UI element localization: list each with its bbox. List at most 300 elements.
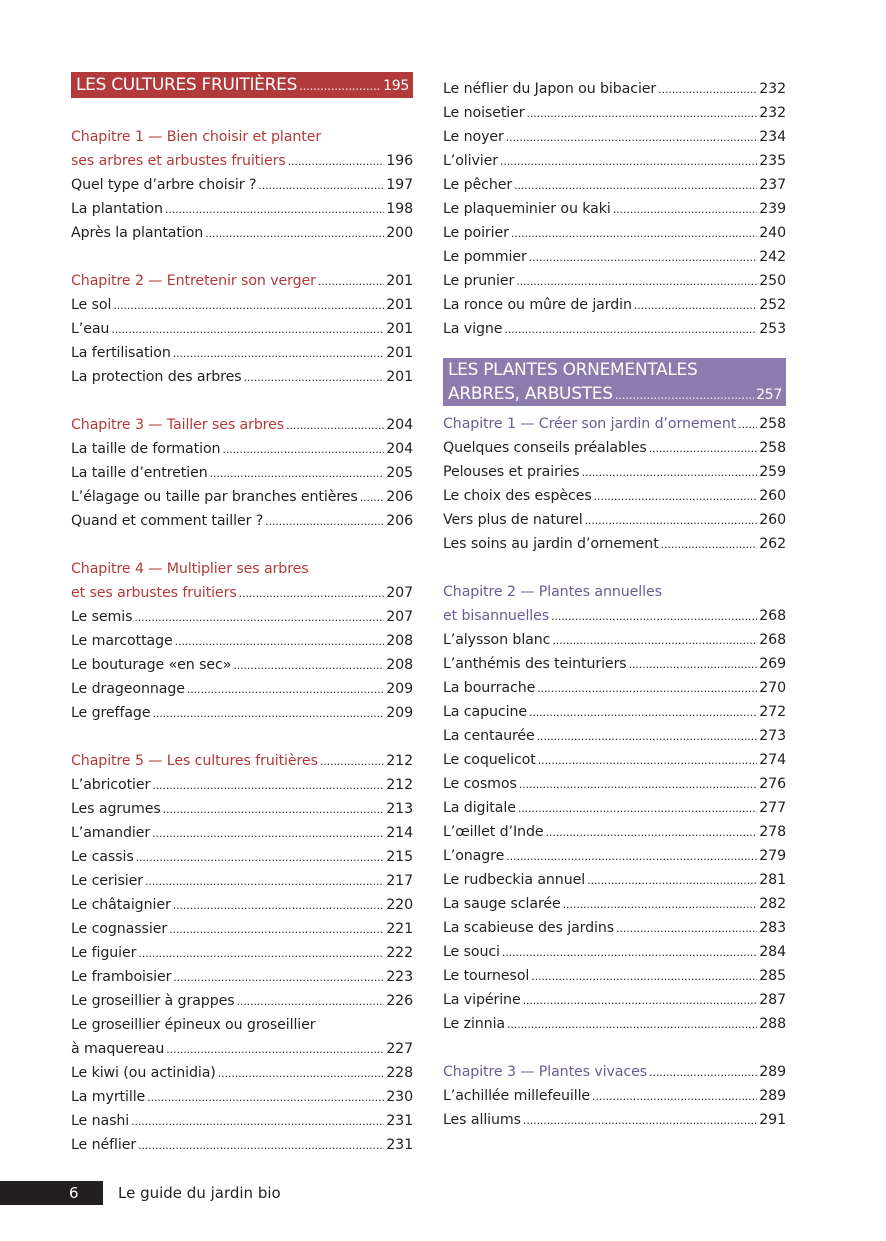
entry-label: La plantation bbox=[71, 201, 163, 217]
toc-entry[interactable] bbox=[71, 821, 413, 845]
toc-entry[interactable] bbox=[71, 341, 413, 365]
entry-label: La capucine bbox=[443, 704, 527, 720]
chapter-heading[interactable]: Chapitre 2 — Plantes annuelles bbox=[443, 584, 662, 600]
entry-page: 206 bbox=[386, 489, 413, 505]
leader-dots bbox=[507, 1013, 757, 1037]
toc-entry[interactable] bbox=[71, 893, 413, 917]
leader-dots bbox=[658, 78, 757, 102]
toc-entry[interactable] bbox=[443, 101, 786, 125]
toc-entry[interactable] bbox=[71, 1133, 413, 1157]
continued-entries bbox=[443, 77, 786, 341]
entry-label: Quelques conseils préalables bbox=[443, 440, 647, 456]
entry-page: 231 bbox=[386, 1137, 413, 1153]
entry-page: 281 bbox=[759, 872, 786, 888]
chapter-2-entries bbox=[71, 293, 413, 389]
leader-dots bbox=[545, 821, 757, 845]
chapter-heading-cont[interactable]: et bisannuelles ..... 268 bbox=[443, 604, 786, 628]
entry-page: 284 bbox=[759, 944, 786, 960]
leader-dots bbox=[166, 1038, 384, 1062]
entry-label: Le semis bbox=[71, 609, 133, 625]
toc-entry[interactable] bbox=[443, 676, 786, 700]
toc-entry[interactable] bbox=[71, 365, 413, 389]
toc-entry[interactable] bbox=[71, 197, 413, 221]
toc-entry[interactable] bbox=[443, 1108, 786, 1132]
entry-label: Le néflier du Japon ou bibacier bbox=[443, 81, 657, 97]
entry-page: 250 bbox=[759, 273, 786, 289]
chapter-4-entries bbox=[71, 605, 413, 725]
entry-label: L’amandier bbox=[71, 825, 151, 841]
entry-page: 228 bbox=[386, 1065, 413, 1081]
leader-dots bbox=[299, 73, 381, 99]
toc-left-column bbox=[71, 72, 413, 1157]
leader-dots bbox=[506, 126, 757, 150]
entry-label: Le zinnia bbox=[443, 1016, 506, 1032]
leader-dots bbox=[629, 653, 758, 677]
toc-entry[interactable] bbox=[71, 293, 413, 317]
entry-label: La vigne bbox=[443, 321, 503, 337]
entry-label: Le tournesol bbox=[443, 968, 530, 984]
toc-entry[interactable] bbox=[443, 317, 786, 341]
chapter-5-entries-more bbox=[71, 1061, 413, 1157]
leader-dots bbox=[138, 942, 384, 966]
entry-page: 234 bbox=[759, 129, 786, 145]
leader-dots bbox=[552, 629, 757, 653]
entry-label: Le bouturage «en sec» bbox=[71, 657, 232, 673]
toc-entry[interactable] bbox=[443, 844, 786, 868]
entry-page: 285 bbox=[759, 968, 786, 984]
entry-label: La myrtille bbox=[71, 1089, 146, 1105]
entry-page: 232 bbox=[759, 81, 786, 97]
chapter-1-entries bbox=[71, 173, 413, 245]
entry-page: 201 bbox=[386, 345, 413, 361]
leader-dots bbox=[634, 294, 757, 318]
leader-dots bbox=[592, 1085, 757, 1109]
entry-label: Le cassis bbox=[71, 849, 134, 865]
chapter-heading[interactable]: Chapitre 5 — Les cultures fruitières ..... 212 bbox=[71, 749, 413, 773]
entry-page: 214 bbox=[386, 825, 413, 841]
leader-dots bbox=[661, 533, 758, 557]
toc-entry[interactable] bbox=[71, 965, 413, 989]
entry-label: L’élagage ou taille par branches entières bbox=[71, 489, 358, 505]
toc-entry-cont[interactable]: à maquereau ..... 227 bbox=[71, 1037, 413, 1061]
toc-entry[interactable] bbox=[443, 197, 786, 221]
toc-entry[interactable] bbox=[71, 437, 413, 461]
toc-entry[interactable] bbox=[71, 605, 413, 629]
entry-page: 239 bbox=[759, 201, 786, 217]
entry-page: 205 bbox=[386, 465, 413, 481]
leader-dots bbox=[519, 773, 757, 797]
entry-label: Le châtaignier bbox=[71, 897, 171, 913]
section-heading-plantes-ornementales[interactable] bbox=[443, 358, 786, 406]
entry-page: 273 bbox=[759, 728, 786, 744]
entry-page: 260 bbox=[759, 512, 786, 528]
leader-dots bbox=[173, 342, 385, 366]
entry-label: La fertilisation bbox=[71, 345, 171, 361]
toc-entry[interactable] bbox=[443, 125, 786, 149]
leader-dots bbox=[288, 150, 385, 174]
entry-page: 209 bbox=[386, 681, 413, 697]
entry-label: La ronce ou mûre de jardin bbox=[443, 297, 632, 313]
entry-page: 259 bbox=[759, 464, 786, 480]
leader-dots bbox=[187, 678, 384, 702]
toc-entry[interactable] bbox=[443, 628, 786, 652]
leader-dots bbox=[165, 198, 384, 222]
toc-right-column bbox=[443, 77, 786, 1132]
leader-dots bbox=[594, 485, 758, 509]
entry-label: Vers plus de naturel bbox=[443, 512, 583, 528]
entry-label: Le noyer bbox=[443, 129, 504, 145]
entry-page: 206 bbox=[386, 513, 413, 529]
toc-entry[interactable] bbox=[71, 629, 413, 653]
entry-label: L’abricotier bbox=[71, 777, 151, 793]
entry-label: Quand et comment tailler ? bbox=[71, 513, 264, 529]
entry-label: Le greffage bbox=[71, 705, 151, 721]
entry-label: Le pêcher bbox=[443, 177, 513, 193]
entry-label: Le sol bbox=[71, 297, 112, 313]
entry-label: Le drageonnage bbox=[71, 681, 185, 697]
entry-label: Quel type d’arbre choisir ? bbox=[71, 177, 257, 193]
entry-label: Le kiwi (ou actinidia) bbox=[71, 1065, 216, 1081]
toc-entry[interactable] bbox=[443, 77, 786, 101]
toc-entry[interactable] bbox=[443, 820, 786, 844]
leader-dots bbox=[136, 846, 385, 870]
leader-dots bbox=[152, 702, 384, 726]
toc-entry[interactable] bbox=[71, 701, 413, 725]
toc-entry[interactable] bbox=[443, 460, 786, 484]
toc-entry[interactable] bbox=[443, 892, 786, 916]
leader-dots bbox=[615, 383, 754, 407]
entry-label: Le plaqueminier ou kaki bbox=[443, 201, 611, 217]
leader-dots bbox=[138, 1134, 384, 1158]
toc-entry[interactable] bbox=[443, 748, 786, 772]
chapter-5-entries bbox=[71, 773, 413, 1013]
entry-label: L’achillée millefeuille bbox=[443, 1088, 591, 1104]
leader-dots bbox=[244, 366, 385, 390]
leader-dots bbox=[527, 102, 758, 126]
chapter-heading[interactable]: Chapitre 4 — Multiplier ses arbres bbox=[71, 561, 309, 577]
leader-dots bbox=[585, 509, 758, 533]
toc-entry[interactable] bbox=[443, 436, 786, 460]
chapter-heading[interactable]: Chapitre 3 — Plantes vivaces ..... 289 bbox=[443, 1060, 786, 1084]
chapter-2-entries bbox=[443, 628, 786, 1036]
running-footer-title: Le guide du jardin bio bbox=[118, 1184, 281, 1202]
entry-page: 282 bbox=[759, 896, 786, 912]
page-number-tab bbox=[0, 1181, 103, 1205]
entry-page: 278 bbox=[759, 824, 786, 840]
entry-label: Le marcottage bbox=[71, 633, 173, 649]
leader-dots bbox=[582, 461, 758, 485]
entry-label: Après la plantation bbox=[71, 225, 204, 241]
leader-dots bbox=[131, 1110, 384, 1134]
entry-label: Pelouses et prairies bbox=[443, 464, 580, 480]
leader-dots bbox=[551, 605, 757, 629]
entry-page: 237 bbox=[759, 177, 786, 193]
entry-page: 209 bbox=[386, 705, 413, 721]
entry-label: Le groseillier à grappes bbox=[71, 993, 235, 1009]
toc-entry[interactable] bbox=[71, 317, 413, 341]
leader-dots bbox=[173, 894, 385, 918]
leader-dots bbox=[222, 438, 384, 462]
entry-page: 208 bbox=[386, 633, 413, 649]
leader-dots bbox=[531, 965, 757, 989]
entry-label: Le néflier bbox=[71, 1137, 137, 1153]
leader-dots bbox=[649, 437, 758, 461]
entry-page: 277 bbox=[759, 800, 786, 816]
entry-page: 220 bbox=[386, 897, 413, 913]
leader-dots bbox=[523, 989, 758, 1013]
chapter-heading[interactable]: Chapitre 2 — Entretenir son verger ..... 201 bbox=[71, 269, 413, 293]
leader-dots bbox=[563, 893, 758, 917]
leader-dots bbox=[145, 870, 384, 894]
entry-page: 270 bbox=[759, 680, 786, 696]
leader-dots bbox=[360, 486, 385, 510]
toc-entry[interactable] bbox=[71, 221, 413, 245]
chapter-heading[interactable]: Chapitre 1 — Bien choisir et planter bbox=[71, 129, 322, 145]
entry-label: Le figuier bbox=[71, 945, 137, 961]
entry-page: 269 bbox=[759, 656, 786, 672]
leader-dots bbox=[511, 222, 757, 246]
entry-label: Le rudbeckia annuel bbox=[443, 872, 586, 888]
leader-dots bbox=[320, 750, 384, 774]
toc-entry[interactable] bbox=[443, 772, 786, 796]
entry-label: L’alysson blanc bbox=[443, 632, 551, 648]
leader-dots bbox=[506, 845, 757, 869]
entry-page: 232 bbox=[759, 105, 786, 121]
chapter-3-entries bbox=[443, 1084, 786, 1132]
toc-entry[interactable] bbox=[71, 869, 413, 893]
entry-label: L’œillet d’Inde bbox=[443, 824, 544, 840]
toc-entry[interactable] bbox=[443, 868, 786, 892]
entry-label: Le prunier bbox=[443, 273, 515, 289]
entry-page: 197 bbox=[386, 177, 413, 193]
entry-label: La sauge sclarée bbox=[443, 896, 561, 912]
toc-entry[interactable] bbox=[443, 293, 786, 317]
leader-dots bbox=[152, 774, 384, 798]
leader-dots bbox=[738, 413, 757, 437]
leader-dots bbox=[173, 966, 384, 990]
section-heading-cultures-fruitieres[interactable] bbox=[71, 72, 413, 98]
entry-label: Le cognassier bbox=[71, 921, 168, 937]
entry-page: 226 bbox=[386, 993, 413, 1009]
leader-dots bbox=[516, 270, 757, 294]
entry-label: Le noisetier bbox=[443, 105, 525, 121]
entry-label: La taille d’entretien bbox=[71, 465, 208, 481]
chapter-heading[interactable]: Chapitre 3 — Tailler ses arbres ..... 204 bbox=[71, 413, 413, 437]
chapter-heading-cont[interactable]: ses arbres et arbustes fruitiers ..... 196 bbox=[71, 149, 413, 173]
leader-dots bbox=[537, 725, 758, 749]
toc-entry[interactable] bbox=[71, 461, 413, 485]
entry-page: 276 bbox=[759, 776, 786, 792]
entry-page: 223 bbox=[386, 969, 413, 985]
entry-page: 268 bbox=[759, 632, 786, 648]
entry-page: 272 bbox=[759, 704, 786, 720]
toc-entry[interactable] bbox=[71, 653, 413, 677]
leader-dots bbox=[210, 462, 385, 486]
toc-entry[interactable] bbox=[443, 508, 786, 532]
toc-entry[interactable] bbox=[71, 1109, 413, 1133]
toc-entry[interactable] bbox=[443, 1084, 786, 1108]
leader-dots bbox=[529, 701, 757, 725]
entry-label: Le coquelicot bbox=[443, 752, 536, 768]
leader-dots bbox=[514, 174, 757, 198]
toc-entry[interactable] bbox=[71, 845, 413, 869]
toc-entry[interactable] bbox=[443, 652, 786, 676]
entry-page: 198 bbox=[386, 201, 413, 217]
entry-page: 221 bbox=[386, 921, 413, 937]
toc-entry[interactable] bbox=[443, 149, 786, 173]
leader-dots bbox=[175, 630, 385, 654]
entry-page: 215 bbox=[386, 849, 413, 865]
entry-page: 222 bbox=[386, 945, 413, 961]
toc-entry[interactable] bbox=[443, 796, 786, 820]
entry-page: 201 bbox=[386, 321, 413, 337]
entry-page: 208 bbox=[386, 657, 413, 673]
entry-label: Les agrumes bbox=[71, 801, 161, 817]
leader-dots bbox=[169, 918, 384, 942]
leader-dots bbox=[111, 318, 384, 342]
toc-entry[interactable] bbox=[443, 700, 786, 724]
toc-entry[interactable] bbox=[71, 1085, 413, 1109]
leader-dots bbox=[152, 822, 384, 846]
toc-entry[interactable] bbox=[443, 484, 786, 508]
entry-label: L’onagre bbox=[443, 848, 505, 864]
entry-page: 291 bbox=[759, 1112, 786, 1128]
toc-entry[interactable] bbox=[443, 1012, 786, 1036]
leader-dots bbox=[218, 1062, 384, 1086]
entry-label: L’olivier bbox=[443, 153, 498, 169]
entry-page: 212 bbox=[386, 777, 413, 793]
entry-label: La bourrache bbox=[443, 680, 536, 696]
chapter-1-entries bbox=[443, 436, 786, 556]
entry-label: La taille de formation bbox=[71, 441, 221, 457]
entry-label: Le nashi bbox=[71, 1113, 130, 1129]
leader-dots bbox=[502, 941, 757, 965]
entry-page: 283 bbox=[759, 920, 786, 936]
leader-dots bbox=[523, 1109, 757, 1133]
entry-page: 258 bbox=[759, 440, 786, 456]
entry-page: 279 bbox=[759, 848, 786, 864]
toc-entry[interactable] bbox=[71, 941, 413, 965]
toc-entry[interactable] bbox=[71, 773, 413, 797]
entry-page: 201 bbox=[386, 369, 413, 385]
page-number: 6 bbox=[69, 1184, 79, 1202]
toc-entry[interactable] bbox=[71, 917, 413, 941]
entry-label: Le cerisier bbox=[71, 873, 143, 889]
entry-label: La digitale bbox=[443, 800, 516, 816]
toc-entry[interactable] bbox=[71, 1061, 413, 1085]
entry-page: 207 bbox=[386, 609, 413, 625]
entry-page: 262 bbox=[759, 536, 786, 552]
entry-page: 252 bbox=[759, 297, 786, 313]
entry-page: 200 bbox=[386, 225, 413, 241]
entry-page: 204 bbox=[386, 441, 413, 457]
leader-dots bbox=[538, 749, 757, 773]
entry-label: Les alliums bbox=[443, 1112, 521, 1128]
leader-dots bbox=[613, 198, 757, 222]
entry-page: 235 bbox=[759, 153, 786, 169]
entry-label: Le souci bbox=[443, 944, 500, 960]
leader-dots bbox=[504, 318, 757, 342]
toc-entry[interactable] bbox=[443, 988, 786, 1012]
entry-label: Le poirier bbox=[443, 225, 509, 241]
leader-dots bbox=[518, 797, 757, 821]
toc-entry[interactable] bbox=[443, 724, 786, 748]
toc-entry[interactable] bbox=[443, 916, 786, 940]
leader-dots bbox=[500, 150, 757, 174]
entry-page: 217 bbox=[386, 873, 413, 889]
section-title: LES CULTURES FRUITIÈRES bbox=[76, 75, 298, 95]
leader-dots bbox=[318, 270, 384, 294]
toc-entry[interactable] bbox=[71, 173, 413, 197]
entry-label: La centaurée bbox=[443, 728, 535, 744]
chapter-heading[interactable]: Chapitre 1 — Créer son jardin d’ornement ..... 258 bbox=[443, 412, 786, 436]
entry-page: 253 bbox=[759, 321, 786, 337]
entry-page: 288 bbox=[759, 1016, 786, 1032]
entry-page: 274 bbox=[759, 752, 786, 768]
entry-label: L’anthémis des teinturiers bbox=[443, 656, 627, 672]
leader-dots bbox=[134, 606, 384, 630]
toc-entry[interactable] bbox=[443, 940, 786, 964]
toc-entry[interactable] bbox=[71, 509, 413, 533]
toc-entry[interactable] bbox=[71, 797, 413, 821]
toc-entry[interactable] bbox=[443, 964, 786, 988]
chapter-heading-cont[interactable]: et ses arbustes fruitiers ..... 207 bbox=[71, 581, 413, 605]
entry-page: 240 bbox=[759, 225, 786, 241]
entry-label: Les soins au jardin d’ornement bbox=[443, 536, 659, 552]
entry-label: La vipérine bbox=[443, 992, 521, 1008]
leader-dots bbox=[233, 654, 384, 678]
leader-dots bbox=[239, 582, 385, 606]
entry-label: La protection des arbres bbox=[71, 369, 242, 385]
leader-dots bbox=[616, 917, 757, 941]
toc-entry[interactable] bbox=[71, 989, 413, 1013]
toc-entry[interactable] bbox=[443, 245, 786, 269]
leader-dots bbox=[205, 222, 384, 246]
section-page: 195 bbox=[383, 78, 409, 94]
leader-dots bbox=[649, 1061, 757, 1085]
entry-label: Le cosmos bbox=[443, 776, 517, 792]
leader-dots bbox=[147, 1086, 384, 1110]
toc-entry[interactable] bbox=[443, 173, 786, 197]
entry-label: Le choix des espèces bbox=[443, 488, 592, 504]
leader-dots bbox=[587, 869, 757, 893]
leader-dots bbox=[258, 174, 384, 198]
section-page: 257 bbox=[756, 387, 782, 403]
entry-page: 242 bbox=[759, 249, 786, 265]
leader-dots bbox=[537, 677, 757, 701]
entry-label: L’eau bbox=[71, 321, 110, 337]
entry-page: 287 bbox=[759, 992, 786, 1008]
entry-page: 230 bbox=[386, 1089, 413, 1105]
entry-label: Le pommier bbox=[443, 249, 527, 265]
entry-label: La scabieuse des jardins bbox=[443, 920, 615, 936]
entry-label: Le framboisier bbox=[71, 969, 172, 985]
toc-entry[interactable] bbox=[443, 269, 786, 293]
toc-entry[interactable]: Le groseillier épineux ou groseillier bbox=[71, 1017, 316, 1033]
entry-page: 231 bbox=[386, 1113, 413, 1129]
leader-dots bbox=[529, 246, 757, 270]
section-subtitle: ARBRES, ARBUSTES bbox=[448, 384, 613, 404]
leader-dots bbox=[286, 414, 384, 438]
leader-dots bbox=[163, 798, 385, 822]
toc-entry[interactable] bbox=[71, 485, 413, 509]
toc-entry[interactable] bbox=[443, 532, 786, 556]
toc-entry[interactable] bbox=[71, 677, 413, 701]
leader-dots bbox=[113, 294, 384, 318]
leader-dots bbox=[265, 510, 384, 534]
entry-page: 260 bbox=[759, 488, 786, 504]
toc-entry[interactable] bbox=[443, 221, 786, 245]
